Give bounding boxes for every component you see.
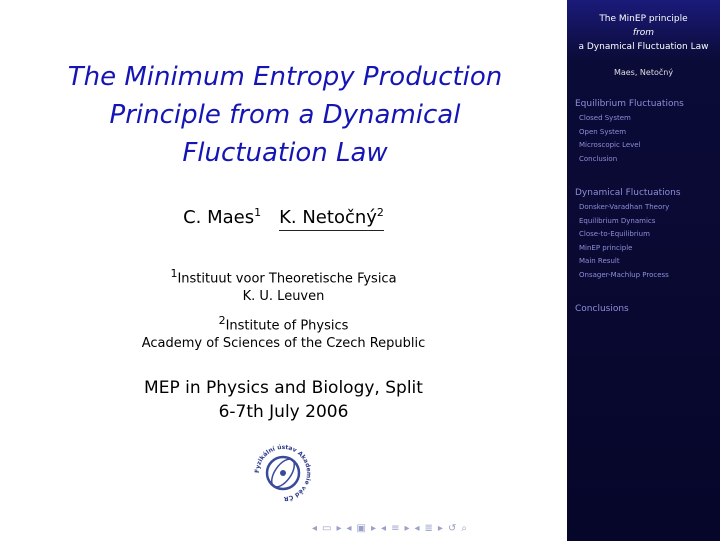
- institution-2: $^2$Institute of Physics Academy of Sciences of the Czech Republic: [141, 314, 426, 352]
- nav-prev-doc-icon[interactable]: ◂: [414, 522, 420, 534]
- conference-info: MEP in Physics and Biology, Split 6-7th July 2006: [144, 378, 423, 422]
- author-maes[interactable]: C. Maes$^1$: [183, 206, 262, 228]
- institute-logo: [248, 438, 318, 508]
- sidebar-item-closed-system[interactable]: Closed System: [579, 114, 631, 122]
- nav-frame-icon[interactable]: ▭: [322, 522, 332, 534]
- nav-prev-section-icon[interactable]: ◂: [381, 522, 387, 534]
- sidebar-item-main-result[interactable]: Main Result: [579, 257, 620, 265]
- nav-search-icon[interactable]: ⌕: [461, 522, 467, 534]
- nav-prev-icon[interactable]: ◂: [312, 522, 318, 534]
- slide-title: The Minimum Entropy Production Principle from a Dynamical Fluctuation Law: [67, 62, 503, 168]
- sidebar-item-microscopic-level[interactable]: Microscopic Level: [579, 141, 641, 149]
- nav-subsection-icon[interactable]: ▣: [356, 522, 366, 534]
- institution-1: $^1$Instituut voor Theoretische Fysica K. U. Leuven: [170, 267, 397, 305]
- sidebar-item-donsker-varadhan[interactable]: Donsker-Varadhan Theory: [579, 203, 670, 211]
- nav-prev-subsection-icon[interactable]: ◂: [346, 522, 352, 534]
- author-netocny[interactable]: K. Netočný$^2$: [279, 207, 384, 231]
- sidebar-item-open-system[interactable]: Open System: [579, 127, 627, 136]
- sidebar-authors[interactable]: Maes, Netočný: [613, 68, 674, 77]
- sidebar-section-dynamical[interactable]: Dynamical Fluctuations: [575, 188, 681, 198]
- nav-doc-icon[interactable]: ≣: [424, 522, 433, 534]
- sidebar-item-minep-principle[interactable]: MinEP principle: [579, 243, 633, 252]
- nav-next-subsection-icon[interactable]: ▸: [371, 522, 377, 534]
- nav-section-icon[interactable]: ≡: [391, 522, 400, 534]
- nav-next-icon[interactable]: ▸: [336, 522, 342, 534]
- beamer-navigation[interactable]: [312, 522, 562, 534]
- sidebar-section-conclusions[interactable]: Conclusions: [575, 304, 629, 314]
- sidebar-item-onsager-machlup[interactable]: Onsager-Machlup Process: [579, 270, 669, 279]
- nav-next-doc-icon[interactable]: ▸: [437, 522, 443, 534]
- sidebar-item-close-to-equilibrium[interactable]: Close-to-Equilibrium: [579, 230, 650, 238]
- sidebar-title[interactable]: The MinEP principle from a Dynamical Fluctuation Law: [578, 14, 709, 52]
- logo-text: Fyzikální ústav Akademie věd ČR: [253, 443, 313, 503]
- sidebar-item-equilibrium-dynamics[interactable]: Equilibrium Dynamics: [579, 216, 656, 225]
- sidebar-outline: [567, 0, 720, 541]
- nav-next-section-icon[interactable]: ▸: [404, 522, 410, 534]
- authors-line: [0, 206, 567, 228]
- sidebar-item-conclusion[interactable]: Conclusion: [579, 154, 618, 163]
- nav-back-icon[interactable]: ↺: [447, 522, 457, 534]
- sidebar-section-equilibrium[interactable]: Equilibrium Fluctuations: [575, 99, 684, 109]
